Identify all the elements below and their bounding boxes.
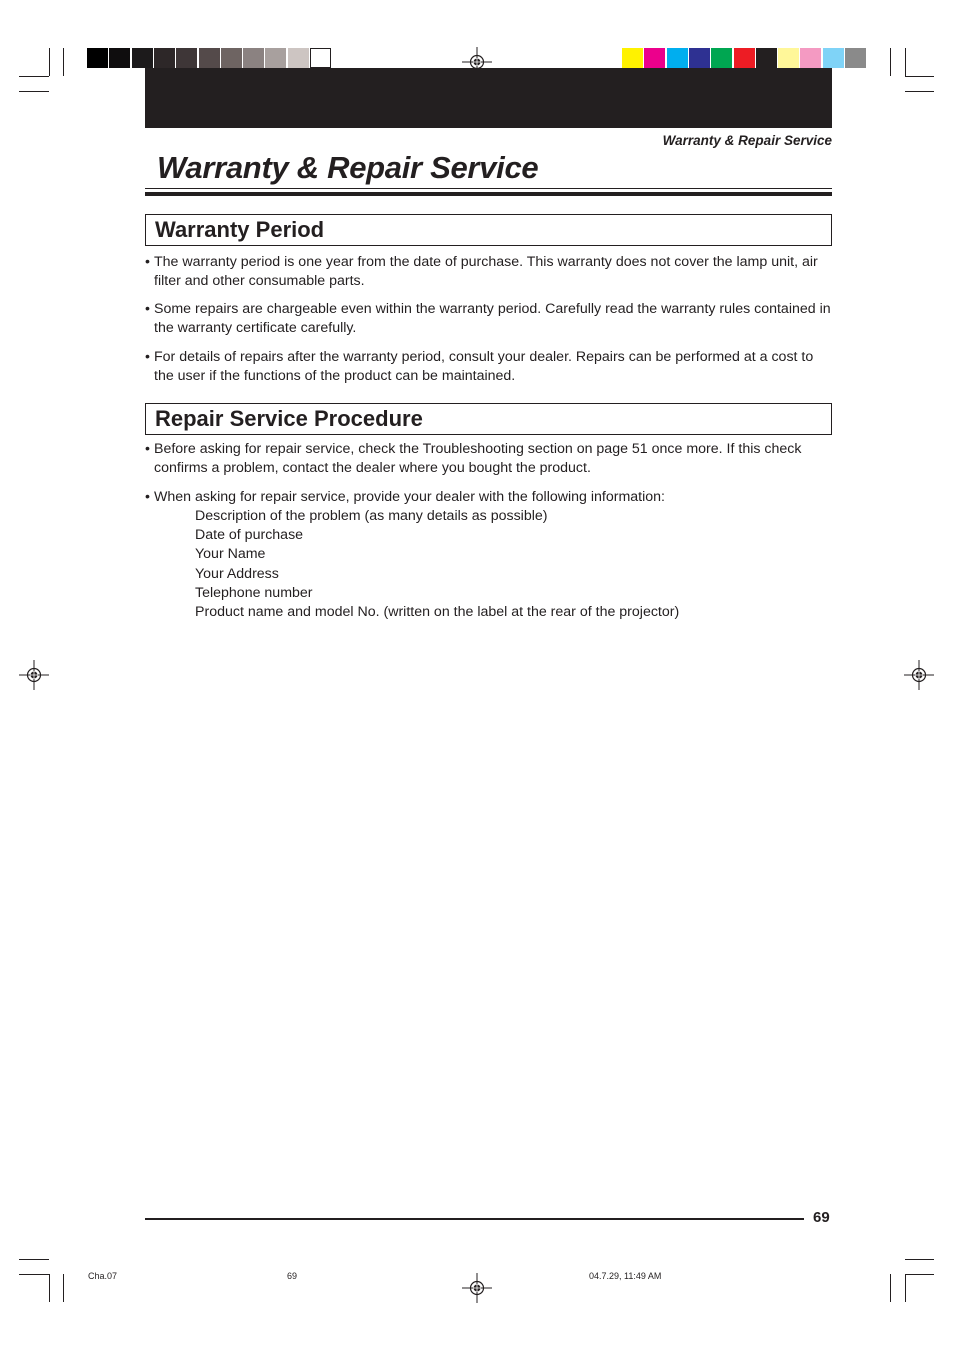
list-item [145,253,835,291]
crop-mark [890,48,891,76]
list-item-text: For details of repairs after the warranty period, consult your dealer. Repairs can be performed at a cost to the user if the functions of the product can be maintained. [154,349,814,385]
color-swatch [644,48,665,68]
crop-mark [63,1274,64,1302]
slug-file: Cha.07 [88,1271,118,1281]
info-item: Date of purchase [195,527,304,544]
color-swatch [310,48,331,68]
crop-mark [905,1274,934,1275]
info-item: Your Name [195,546,266,563]
section-heading-warranty-period [145,214,832,246]
crop-mark [905,76,934,77]
info-item: Your Address [195,565,279,582]
page-number: 69 [813,1209,830,1226]
color-swatch [199,48,220,68]
color-swatch [288,48,309,68]
crop-mark [49,1274,50,1302]
bullet-marker: • [145,441,150,457]
color-swatch [711,48,732,68]
color-swatch [800,48,821,68]
info-item: Product name and model No. (written on the label at the rear of the projector) [195,604,680,621]
header-band [145,68,832,128]
crop-mark [890,1274,891,1302]
required-info-list [195,507,679,622]
list-item-text: The warranty period is one year from the date of purchase. This warranty does not cover the lamp unit, air filter and other consumable parts. [154,254,818,290]
crop-mark [19,91,49,92]
color-swatch [845,48,866,68]
color-swatch [622,48,643,68]
list-item [145,300,835,338]
list-item-text: Some repairs are chargeable even within the warranty period. Carefully read the warranty rules contained in the warranty certificate carefully. [154,301,831,337]
list-item-text: Before asking for repair service, check the Troubleshooting section on page 51 once more. If this check confirms a problem, contact the dealer where you bought the product. [154,441,802,477]
color-swatch [109,48,130,68]
list-item [145,488,835,507]
color-swatch [756,48,777,68]
crop-mark [905,1259,934,1260]
color-swatch [87,48,108,68]
color-swatch [265,48,286,68]
slug-date: 04.7.29, 11:49 AM [589,1271,662,1281]
list-item-text: When asking for repair service, provide your dealer with the following information: [154,489,665,505]
slug-page: 69 [287,1271,298,1281]
footer-rule [145,1218,804,1220]
color-swatch [221,48,242,68]
bullet-marker: • [145,349,150,365]
color-swatch [243,48,264,68]
crop-mark [49,48,50,76]
color-swatch [176,48,197,68]
crop-mark [905,91,934,92]
bullet-marker: • [145,301,150,317]
registration-mark-icon [462,1273,492,1303]
page-title: Warranty & Repair Service [157,150,539,185]
registration-mark-icon [19,660,49,690]
running-head: Warranty & Repair Service [662,133,832,148]
color-swatch [689,48,710,68]
info-item: Description of the problem (as many details as possible) [195,508,548,524]
color-swatch [778,48,799,68]
section-heading-text: Repair Service Procedure [155,406,423,431]
title-rule [145,192,832,196]
list-item [145,440,835,478]
color-swatch [734,48,755,68]
bullet-marker: • [145,254,150,270]
crop-mark [905,48,906,76]
color-swatch [154,48,175,68]
crop-mark [19,76,49,77]
section-heading-repair-procedure [145,403,832,435]
crop-mark [19,1259,49,1260]
color-swatch [823,48,844,68]
crop-mark [905,1274,906,1302]
section-heading-text: Warranty Period [155,217,325,242]
list-item [145,348,835,386]
title-rule [145,188,832,189]
info-item: Telephone number [195,584,313,601]
crop-mark [19,1274,49,1275]
registration-mark-icon [904,660,934,690]
crop-mark [63,48,64,76]
color-swatch [132,48,153,68]
color-swatch [667,48,688,68]
bullet-marker: • [145,489,150,505]
